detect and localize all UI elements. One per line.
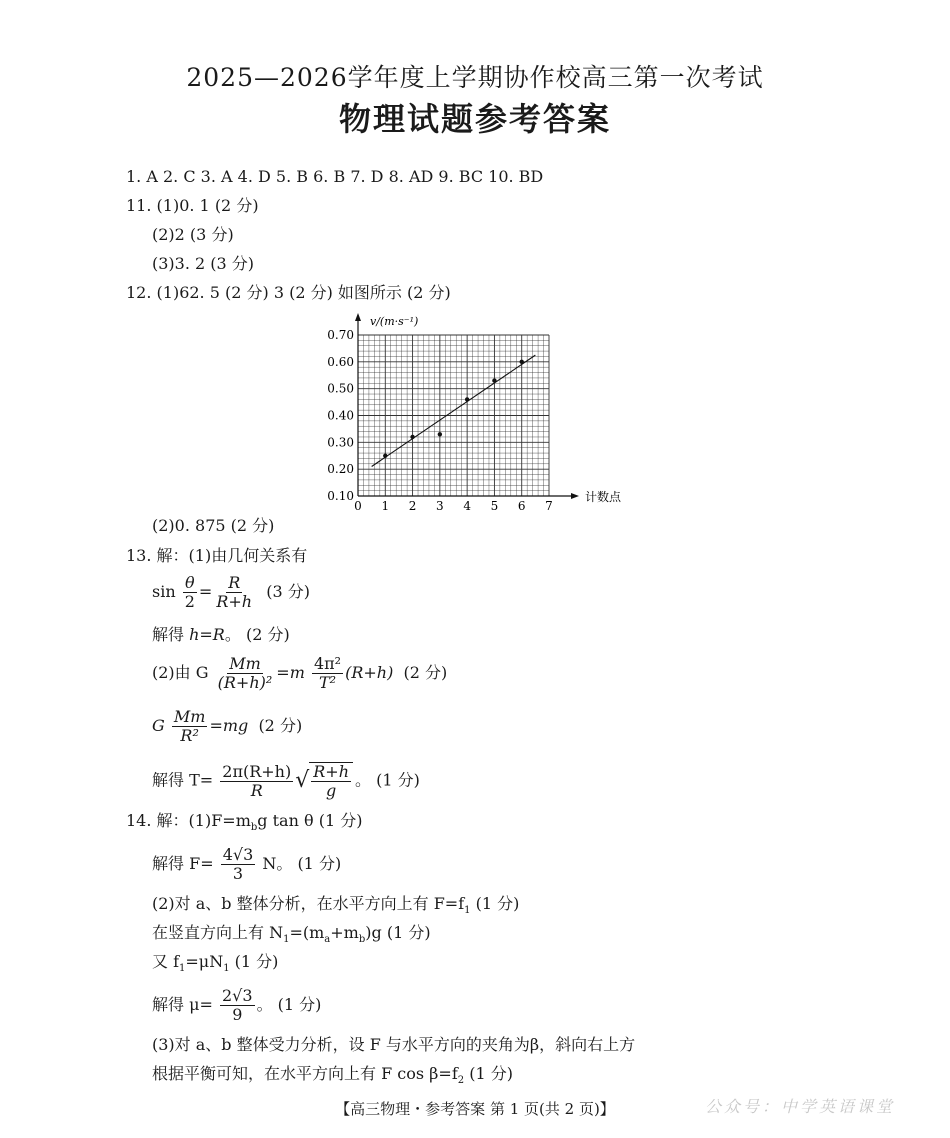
page-footer: 【高三物理・参考答案 第 1 页(共 2 页)】	[335, 1100, 615, 1118]
watermark: 公众号：中学英语课堂	[705, 1097, 896, 1116]
data-point	[492, 378, 496, 382]
q14-part2: (2)对 a、b 整体分析，在水平方向上有 $F=f_1$ (1 分)	[152, 894, 520, 917]
y-tick-label: 0.60	[327, 354, 354, 369]
q13-eq-gravity: (2)由 G $\frac{Mm}{\text{(R+h)²}}$ =m $\frac{\text{4π²}}{\text{T²}}$ (R+h) (2 分)	[152, 654, 448, 692]
velocity-chart	[327, 308, 630, 513]
y-axis-arrow-icon	[355, 313, 361, 321]
q11-part2: (2)2 (3 分)	[152, 225, 234, 244]
x-tick-label: 4	[463, 499, 471, 513]
q14-part3: (3)对 a、b 整体受力分析，设 F 与水平方向的夹角为β，斜向右上方	[152, 1035, 636, 1054]
choice-answers: 1. A 2. C 3. A 4. D 5. B 6. B 7. D 8. AD 9. BC 10. BD	[126, 167, 544, 186]
x-axis-label: 计数点	[585, 490, 622, 504]
q11-part1: 11. (1)0. 1 (2 分)	[126, 196, 259, 215]
sin-label: sin	[152, 582, 176, 601]
x-axis-arrow-icon	[571, 493, 579, 499]
q13-intro: 13. 解：(1)由几何关系有	[126, 546, 308, 565]
data-point	[410, 435, 414, 439]
data-point	[383, 454, 387, 458]
q13-eq-mg: G $\frac{Mm}{\text{R²}}$ =mg (2 分)	[152, 707, 303, 745]
q12-part1: 12. (1)62. 5 (2 分) 3 (2 分) 如图所示 (2 分)	[126, 283, 451, 302]
y-tick-label: 0.10	[327, 489, 354, 503]
y-tick-label: 0.30	[327, 435, 354, 450]
y-tick-label: 0.50	[327, 381, 354, 396]
data-point	[520, 360, 524, 364]
fraction-4pi2-t2: $\frac{\text{4π²}}{\text{T²}}$	[313, 654, 342, 692]
chart-grid	[358, 335, 549, 496]
x-tick-label: 6	[517, 499, 526, 513]
q13-solve1: 解得 h=R。 (2 分)	[152, 625, 290, 644]
score: (2 分)	[258, 716, 303, 735]
score: (3 分)	[266, 582, 311, 601]
q12-part2: (2)0. 875 (2 分)	[152, 516, 275, 535]
q14-solve-f: 解得 F= $\frac{4√3}{3}$ N。 (1 分)	[152, 845, 342, 883]
fraction-sqrt: $\frac{R+h}{g}$	[309, 762, 353, 800]
x-tick-label: 3	[436, 499, 444, 513]
x-tick-label: 7	[545, 499, 553, 513]
q14-balance: 根据平衡可知，在水平方向上有 F $\cos \beta=f_2$ (1 分)	[152, 1064, 513, 1087]
q11-part3: (3)3. 2 (3 分)	[152, 254, 255, 273]
fraction-theta: $\frac{\theta}{2}$	[184, 573, 195, 611]
data-point	[438, 432, 442, 436]
score: (2 分)	[403, 663, 448, 682]
q14-solve-mu: 解得 μ= $\frac{2√3}{9}$ 。 (1 分)	[152, 986, 322, 1024]
x-tick-label: 1	[381, 499, 390, 513]
fraction-r: $\frac{R}{R+h}$	[216, 573, 253, 611]
y-tick-label: 0.40	[327, 408, 354, 423]
y-axis-label: v/(m·s⁻¹)	[370, 315, 419, 328]
x-tick-label: 0	[354, 499, 362, 513]
exam-title: 2025—2026学年度上学期协作校高三第一次考试	[186, 63, 764, 92]
y-tick-label: 0.20	[327, 462, 354, 477]
fraction-2pi: $\frac{2\pi(R+h)}{R}$	[222, 761, 292, 800]
radical-icon: √	[295, 768, 310, 793]
doc-title: 物理试题参考答案	[338, 100, 611, 138]
fraction-mu: $\frac{2√3}{9}$	[222, 986, 253, 1024]
x-tick-label: 2	[408, 499, 417, 513]
q14-part1: 14. 解：$(1)F=m_bg$ tan θ (1 分)	[126, 811, 363, 834]
fraction-mm-r2: $\frac{Mm}{\text{R²}}$	[173, 707, 206, 745]
q13-solve-t: 解得 T= $\frac{2\pi(R+h)}{R}$ √ $\frac{R+h}{g}$ 。 (1 分)	[152, 761, 420, 800]
data-point	[465, 397, 469, 401]
fraction-mm-rh2: $\frac{Mm}{\text{(R+h)²}}$	[217, 654, 273, 692]
y-tick-label: 0.70	[327, 328, 354, 342]
q14-friction: 又 $f_1=\mu N_1$ (1 分)	[152, 952, 279, 975]
fraction-f: $\frac{4√3}{3}$	[222, 845, 254, 883]
chart-ticks	[327, 315, 622, 513]
q14-vertical: 在竖直方向上有 $N_1=(m_a+m_b)g$ (1 分)	[152, 923, 431, 946]
q13-eq-sin: sin $\frac{\theta}{2}$ = $\frac{R}{R+h}$ (3 分)	[152, 573, 311, 611]
x-tick-label: 5	[490, 499, 499, 513]
